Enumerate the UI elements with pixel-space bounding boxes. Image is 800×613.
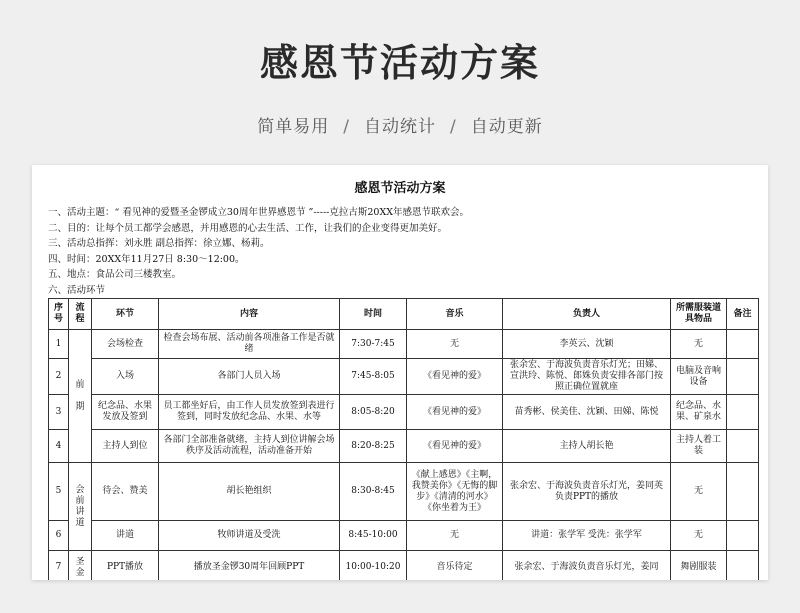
cell-items: 无: [671, 521, 727, 551]
cell-music: 《看见神的爱》: [407, 395, 503, 430]
document-sheet: [32, 165, 768, 580]
table-row: [49, 395, 759, 430]
tag-separator: /: [343, 117, 350, 137]
cell-music: 《看见神的爱》: [407, 359, 503, 395]
cell-no: 3: [49, 395, 69, 430]
info-time: 四、时间：20XX年11月27日 8:30～12:00。: [48, 253, 245, 265]
col-header-items: 所需服装道具物品: [671, 299, 727, 330]
info-steps-heading: 六、活动环节: [48, 284, 106, 296]
col-header-music: 音乐: [407, 299, 503, 330]
col-header-step: 环节: [92, 299, 159, 330]
info-director: 三、活动总指挥：刘永胜 副总指挥：徐立娜、杨莉。: [48, 238, 270, 249]
cell-owner: 苗秀彬、侯美佳、沈颖、田娣、陈悦: [503, 395, 671, 430]
table-row: [49, 521, 759, 551]
cell-note: [727, 551, 759, 581]
cell-time: 7:45-8:05: [340, 359, 407, 395]
cell-owner: 张余宏、于海波负责音乐灯光；田娣、宣洪玲、陈悦、郎姝负责安排各部门按照正确位置就座: [503, 359, 671, 395]
cell-no: 7: [49, 551, 69, 581]
cell-music: 《献上感恩》《主啊，我赞美你》《无悔的脚步》《清清的河水》《你坐着为王》: [407, 463, 503, 521]
stage-char: 讲: [75, 506, 85, 517]
cell-content: 检查会场布展、活动前各项准备工作是否就绪: [159, 330, 340, 359]
info-location: 五、地点：食品公司三楼教室。: [48, 269, 182, 280]
cell-content: 胡长艳组织: [159, 463, 340, 521]
tag-easy: 简单易用: [257, 117, 330, 137]
cell-no: 5: [49, 463, 69, 521]
cell-step: PPT播放: [92, 551, 159, 581]
cell-step: 讲道: [92, 521, 159, 551]
col-header-content: 内容: [159, 299, 340, 330]
stage-char: 会: [75, 484, 85, 495]
cell-step: 纪念品、水果发放及签到: [92, 395, 159, 430]
cell-items: 电脑及音响设备: [671, 359, 727, 395]
cell-music: 《看见神的爱》: [407, 430, 503, 463]
activity-table: [48, 298, 759, 580]
cell-content: 员工都坐好后，由工作人员发放签到表进行签到，同时发放纪念品、水果、水等: [159, 395, 340, 430]
col-header-stage: 流程: [69, 299, 92, 330]
cell-no: 4: [49, 430, 69, 463]
cell-step: 会场检查: [92, 330, 159, 359]
cell-step: 主持人到位: [92, 430, 159, 463]
table-row: [49, 330, 759, 359]
col-header-no: 序号: [49, 299, 69, 330]
cell-items: 纪念品、水果、矿泉水: [671, 395, 727, 430]
cell-owner: 讲道：张学军 受洗：张学军: [503, 521, 671, 551]
cell-no: 6: [49, 521, 69, 551]
cell-time: 10:00-10:20: [340, 551, 407, 581]
cell-note: [727, 521, 759, 551]
cell-items: 主持人着工装: [671, 430, 727, 463]
cell-items: 无: [671, 463, 727, 521]
table-row: [49, 463, 759, 521]
document-title: 感恩节活动方案: [354, 181, 446, 196]
info-theme: 一、活动主题：“ 看见神的爱暨圣金锣成立30周年世界感恩节 ”-----克拉古斯20XX年感恩节联欢会。: [48, 207, 470, 218]
cell-items: 无: [671, 330, 727, 359]
cell-music: 无: [407, 330, 503, 359]
cell-owner: 张余宏、于海波负责音乐灯光，姜同: [503, 551, 671, 581]
cell-time: 8:20-8:25: [340, 430, 407, 463]
table-row: [49, 551, 759, 581]
cell-time: 8:30-8:45: [340, 463, 407, 521]
cell-owner: 主持人胡长艳: [503, 430, 671, 463]
cell-time: 7:30-7:45: [340, 330, 407, 359]
cell-step: 入场: [92, 359, 159, 395]
cell-owner: 李英云、沈颖: [503, 330, 671, 359]
stage-char: [72, 391, 88, 402]
cell-content: 各部门人员入场: [159, 359, 340, 395]
tagline: [0, 112, 800, 137]
cell-content: 播放圣金锣30周年回顾PPT: [159, 551, 340, 581]
stage-cell-pre: [69, 330, 92, 463]
cell-time: 8:05-8:20: [340, 395, 407, 430]
stage-char: 圣: [75, 556, 85, 567]
tag-separator: /: [450, 117, 457, 137]
cell-time: 8:45-10:00: [340, 521, 407, 551]
page-title: 感恩节活动方案: [259, 41, 540, 85]
table-row: [49, 430, 759, 463]
info-purpose: 二、目的：让每个员工都学会感恩，并用感恩的心去生活、工作，让我们的企业变得更加美好。: [48, 222, 448, 234]
cell-step: 待会、赞美: [92, 463, 159, 521]
stage-cell-anniversary: [69, 551, 92, 581]
table-row: [49, 359, 759, 395]
cell-music: 音乐待定: [407, 551, 503, 581]
col-header-note: 备注: [727, 299, 759, 330]
stage-char: 道: [75, 517, 85, 528]
stage-char: 前: [75, 379, 85, 390]
cell-note: [727, 430, 759, 463]
cell-music: 无: [407, 521, 503, 551]
table-header-row: [49, 299, 759, 330]
tag-auto-update: 自动更新: [470, 117, 543, 137]
cell-content: 各部门全部准备就绪，主持人到位讲解会场秩序及活动流程，活动准备开始: [159, 430, 340, 463]
cell-owner: 张余宏、于海波负责音乐灯光，姜同英负责PPT的播放: [503, 463, 671, 521]
col-header-time: 时间: [340, 299, 407, 330]
col-header-owner: 负责人: [503, 299, 671, 330]
stage-char: 期: [75, 401, 85, 412]
cell-content: 牧师讲道及受洗: [159, 521, 340, 551]
stage-char: 前: [75, 495, 85, 506]
cell-no: 1: [49, 330, 69, 359]
stage-char: 金: [75, 567, 85, 578]
tag-auto-stats: 自动统计: [364, 117, 436, 137]
cell-note: [727, 463, 759, 521]
cell-note: [727, 395, 759, 430]
plan-info: [48, 205, 758, 298]
cell-items: 舞剧服装: [671, 551, 727, 581]
cell-note: [727, 330, 759, 359]
cell-no: 2: [49, 359, 69, 395]
stage-cell-sermon: [69, 463, 92, 551]
cell-note: [727, 359, 759, 395]
